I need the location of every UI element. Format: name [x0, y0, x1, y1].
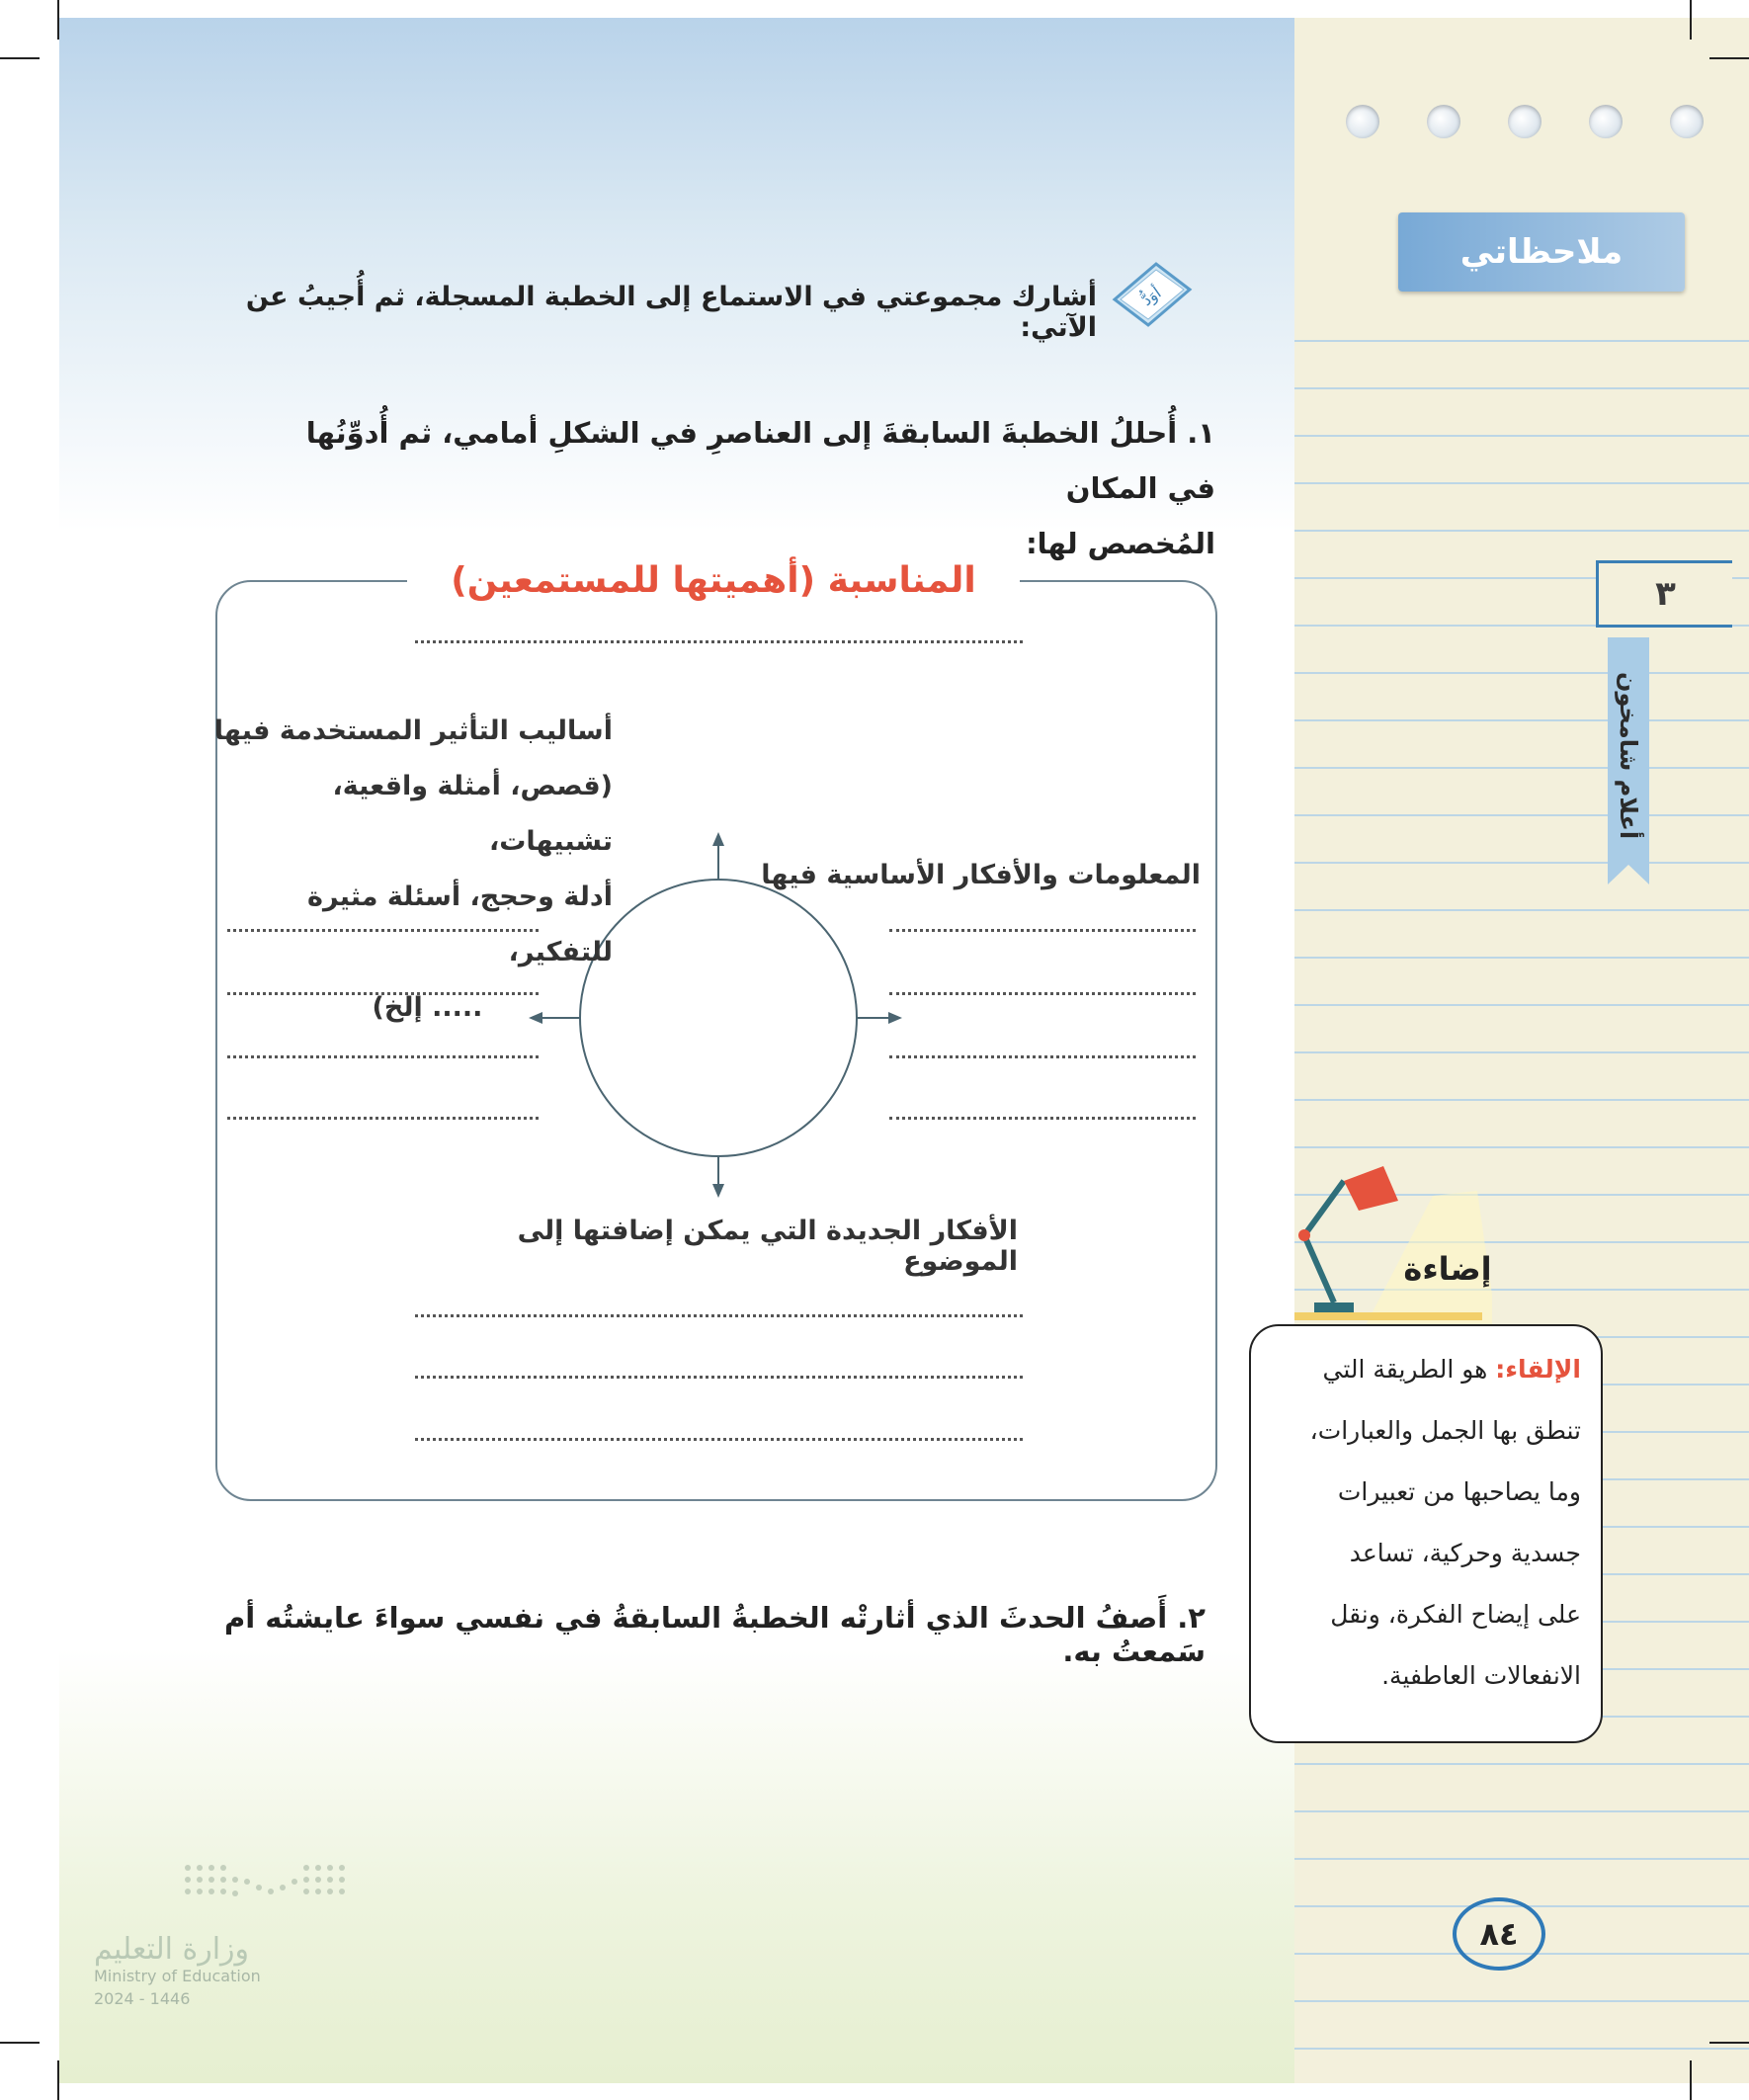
activity-icon — [1107, 260, 1196, 329]
answer-line-new-ideas[interactable] — [415, 1438, 1023, 1441]
label-new-ideas: الأفكار الجديدة التي يمكن إضافتها إلى الموضوع — [517, 1216, 1018, 1277]
label-persuasion-line: (قصص، أمثلة واقعية، تشبيهات، — [332, 771, 613, 857]
idaa-title: إضاءة — [1403, 1250, 1492, 1288]
crop-mark — [1690, 0, 1692, 40]
crop-mark — [0, 2042, 40, 2044]
ministry-name-en: Ministry of Education — [94, 1967, 261, 1985]
arrow-down-head — [712, 1184, 724, 1198]
answer-line-occasion[interactable] — [415, 640, 1023, 643]
label-persuasion-methods — [203, 704, 613, 1036]
ministry-logo-icon — [178, 1858, 356, 1907]
idaa-term: الإلقاء: — [1495, 1355, 1581, 1384]
center-circle — [580, 880, 857, 1156]
binder-hole — [1346, 105, 1379, 138]
diagram-title: المناسبة (أهميتها للمستمعين) — [407, 553, 1020, 609]
unit-number: ٣ — [1655, 574, 1676, 614]
page-number — [1453, 1897, 1545, 1971]
unit-title: أعلام شامخون — [1615, 672, 1642, 840]
label-persuasion-line: ..... إلخ) — [372, 992, 483, 1023]
ministry-name-ar: وزارة التعليم — [94, 1932, 250, 1967]
notes-tab-label: ملاحظاتي — [1459, 232, 1624, 272]
question-1-line1: ١. أُحللُ الخطبةَ السابقةَ إلى العناصرِ في الشكلِ أمامي، ثم أُدوِّنُها في المكان — [305, 416, 1215, 505]
question-2: ٢. أَصفُ الحدثَ الذي أثارتْه الخطبةُ السابقةُ في نفسي سواءَ عايشتُه أم سَمعتُ به. — [223, 1601, 1206, 1668]
binder-hole — [1427, 105, 1460, 138]
instruction-text: أشارك مجموعتي في الاستماع إلى الخطبة المسجلة، ثم أُجيبُ عن الآتي: — [245, 282, 1097, 343]
ministry-year: 2024 - 1446 — [94, 1989, 191, 2008]
idaa-line-text: هو الطريقة التي — [1322, 1355, 1488, 1384]
idaa-line: الانفعالات العاطفية. — [1381, 1661, 1581, 1690]
answer-line-main-ideas[interactable] — [889, 929, 1196, 932]
question-1 — [267, 405, 1215, 571]
answer-line-new-ideas[interactable] — [415, 1314, 1023, 1317]
answer-line-persuasion[interactable] — [227, 1055, 539, 1058]
crop-mark — [57, 0, 59, 40]
crop-mark — [0, 57, 40, 59]
crop-mark — [1709, 2042, 1749, 2044]
notes-panel — [1294, 18, 1749, 2083]
lamp-icon — [1285, 1156, 1492, 1324]
idaa-line — [1267, 1339, 1581, 1400]
answer-line-persuasion[interactable] — [227, 929, 539, 932]
crop-mark — [1690, 2060, 1692, 2100]
idaa-line: جسدية وحركية، تساعد — [1349, 1539, 1581, 1567]
question-1-line2: المُخصص لها: — [1026, 527, 1215, 560]
binder-hole — [1589, 105, 1623, 138]
label-main-ideas: المعلومات والأفكار الأساسية فيها — [761, 860, 1201, 890]
answer-line-main-ideas[interactable] — [889, 1117, 1196, 1120]
answer-line-persuasion[interactable] — [227, 992, 539, 995]
crop-mark — [1709, 57, 1749, 59]
idaa-body — [1267, 1339, 1581, 1707]
notes-tab — [1398, 212, 1685, 292]
crop-mark — [57, 2060, 59, 2100]
activity-icon-label: أوَدُّ — [1137, 283, 1165, 310]
idaa-line: على إيضاح الفكرة، ونقل — [1330, 1600, 1581, 1629]
label-persuasion-line: أدلة وحجج، أسئلة مثيرة للتفكير، — [307, 882, 613, 967]
answer-line-main-ideas[interactable] — [889, 1055, 1196, 1058]
label-persuasion-line: أساليب التأثير المستخدمة فيها — [213, 715, 613, 746]
unit-number-box — [1596, 560, 1732, 628]
answer-line-new-ideas[interactable] — [415, 1376, 1023, 1379]
page-number-text: ٨٤ — [1479, 1915, 1519, 1953]
arrow-up-head — [712, 832, 724, 846]
binder-hole — [1508, 105, 1541, 138]
binder-hole — [1670, 105, 1704, 138]
answer-line-persuasion[interactable] — [227, 1117, 539, 1120]
idaa-line: وما يصاحبها من تعبيرات — [1337, 1477, 1581, 1506]
arrow-right-head — [888, 1012, 902, 1024]
idaa-line: تنطق بها الجمل والعبارات، — [1309, 1416, 1581, 1445]
answer-line-main-ideas[interactable] — [889, 992, 1196, 995]
